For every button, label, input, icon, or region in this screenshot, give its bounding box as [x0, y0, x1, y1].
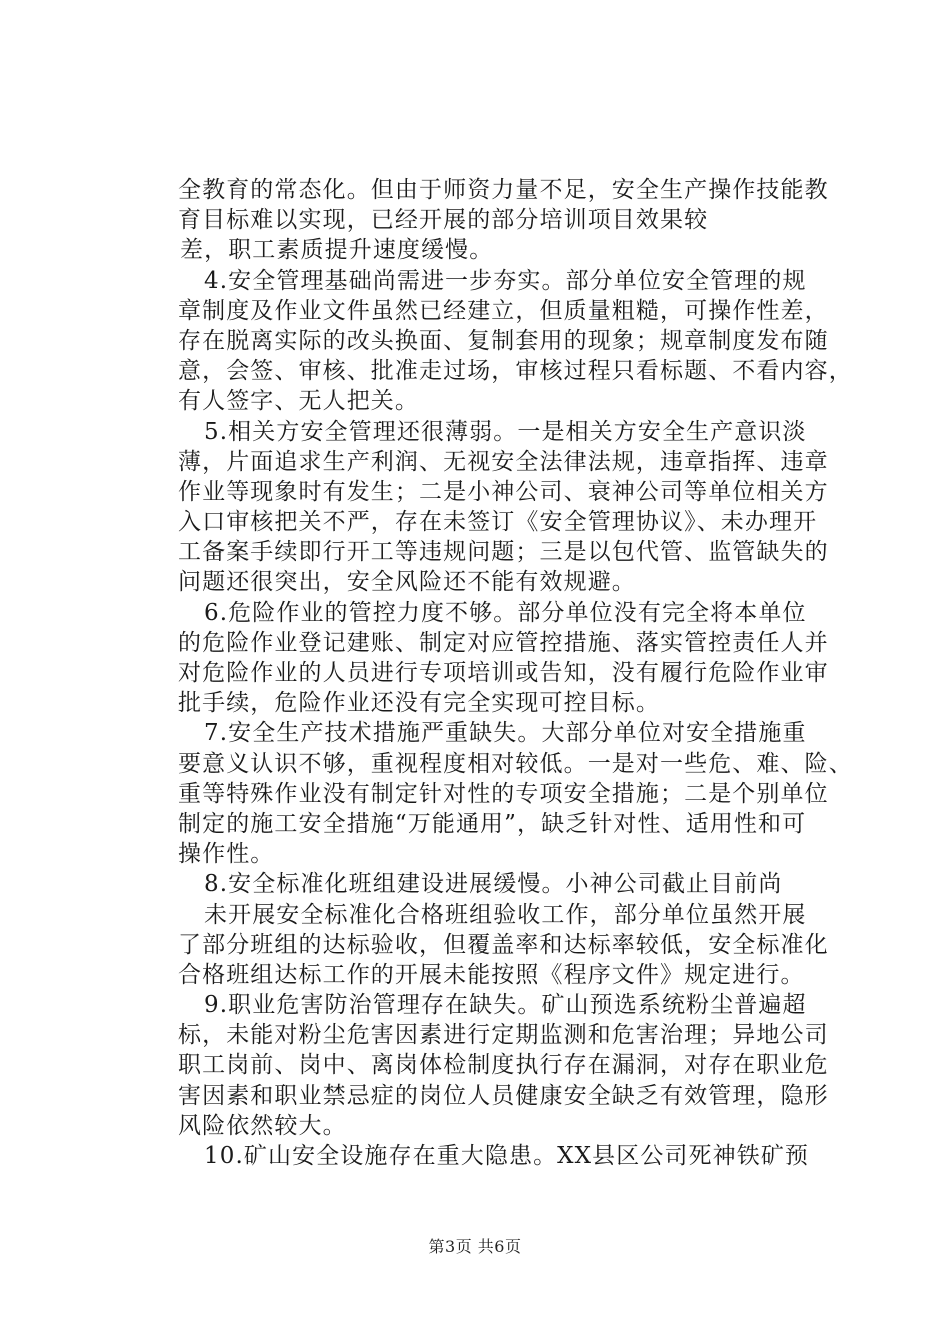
body-line: 未开展安全标准化合格班组验收工作，部分单位虽然开展 [204, 901, 807, 928]
body-line: 问题还很突出，安全风险还不能有效规避。 [178, 569, 636, 596]
body-line: 了部分班组的达标验收，但覆盖率和达标率较低，安全标准化 [178, 931, 829, 958]
body-line: 合格班组达标工作的开展未能按照《程序文件》规定进行。 [178, 961, 805, 988]
body-line: 操作性。 [178, 841, 275, 868]
paragraph-start: 7.安全生产技术措施严重缺失。大部分单位对安全措施重 [204, 720, 807, 747]
body-line: 重等特殊作业没有制定针对性的专项安全措施；二是个别单位 [178, 780, 829, 807]
body-line: 入口审核把关不严，存在未签订《安全管理协议》、未办理开 [178, 509, 818, 536]
body-line: 对危险作业的人员进行专项培训或告知，没有履行危险作业审 [178, 660, 829, 686]
page-number-footer: 第3页 共6页 [428, 1237, 522, 1256]
body-line: 全教育的常态化。但由于师资力量不足，安全生产操作技能教 [178, 177, 829, 203]
document-body [178, 175, 853, 1171]
paragraph-start: 9.职业危害防治管理存在缺失。矿山预选系统粉尘普遍超 [204, 992, 807, 1019]
body-line: 害因素和职业禁忌症的岗位人员健康安全缺乏有效管理，隐形 [178, 1082, 829, 1109]
paragraph-start: 6.危险作业的管控力度不够。部分单位没有完全将本单位 [204, 599, 807, 626]
body-line: 制定的施工安全措施“万能通用”，缺乏针对性、适用性和可 [178, 810, 807, 837]
paragraph-start: 8.安全标准化班组建设进展缓慢。小神公司截止目前尚 [204, 871, 783, 898]
body-line: 薄，片面追求生产利润、无视安全法律法规，违章指挥、违章 [178, 448, 829, 475]
body-line: 的危险作业登记建账、制定对应管控措施、落实管控责任人并 [178, 629, 829, 656]
paragraph-start: 5.相关方安全管理还很薄弱。一是相关方安全生产意识淡 [204, 418, 807, 445]
body-line: 工备案手续即行开工等违规问题；三是以包代管、监管缺失的 [178, 539, 829, 566]
body-line: 意，会签、审核、批准走过场，审核过程只看标题、不看内容， [178, 358, 853, 385]
body-line: 批手续，危险作业还没有完全实现可控目标。 [178, 690, 660, 717]
body-line: 有人签字、无人把关。 [178, 388, 419, 415]
body-line: 风险依然较大。 [178, 1112, 347, 1139]
body-line: 差，职工素质提升速度缓慢。 [180, 237, 494, 264]
body-line: 存在脱离实际的改头换面、复制套用的现象；规章制度发布随 [178, 327, 829, 354]
paragraph-start: 10.矿山安全设施存在重大隐患。XX县区公司死神铁矿预 [204, 1143, 810, 1169]
body-line: 职工岗前、岗中、离岗体检制度执行存在漏洞，对存在职业危 [178, 1052, 829, 1079]
body-line: 要意义认识不够，重视程度相对较低。一是对一些危、难、险、 [178, 750, 853, 777]
paragraph-start: 4.安全管理基础尚需进一步夯实。部分单位安全管理的规 [204, 267, 807, 294]
body-line: 育目标难以实现，已经开展的部分培训项目效果较 [178, 207, 709, 234]
body-line: 标，未能对粉尘危害因素进行定期监测和危害治理；异地公司 [178, 1022, 829, 1049]
body-line: 章制度及作业文件虽然已经建立，但质量粗糙，可操作性差， [178, 297, 829, 324]
body-line: 作业等现象时有发生；二是小神公司、衰神公司等单位相关方 [178, 478, 829, 505]
